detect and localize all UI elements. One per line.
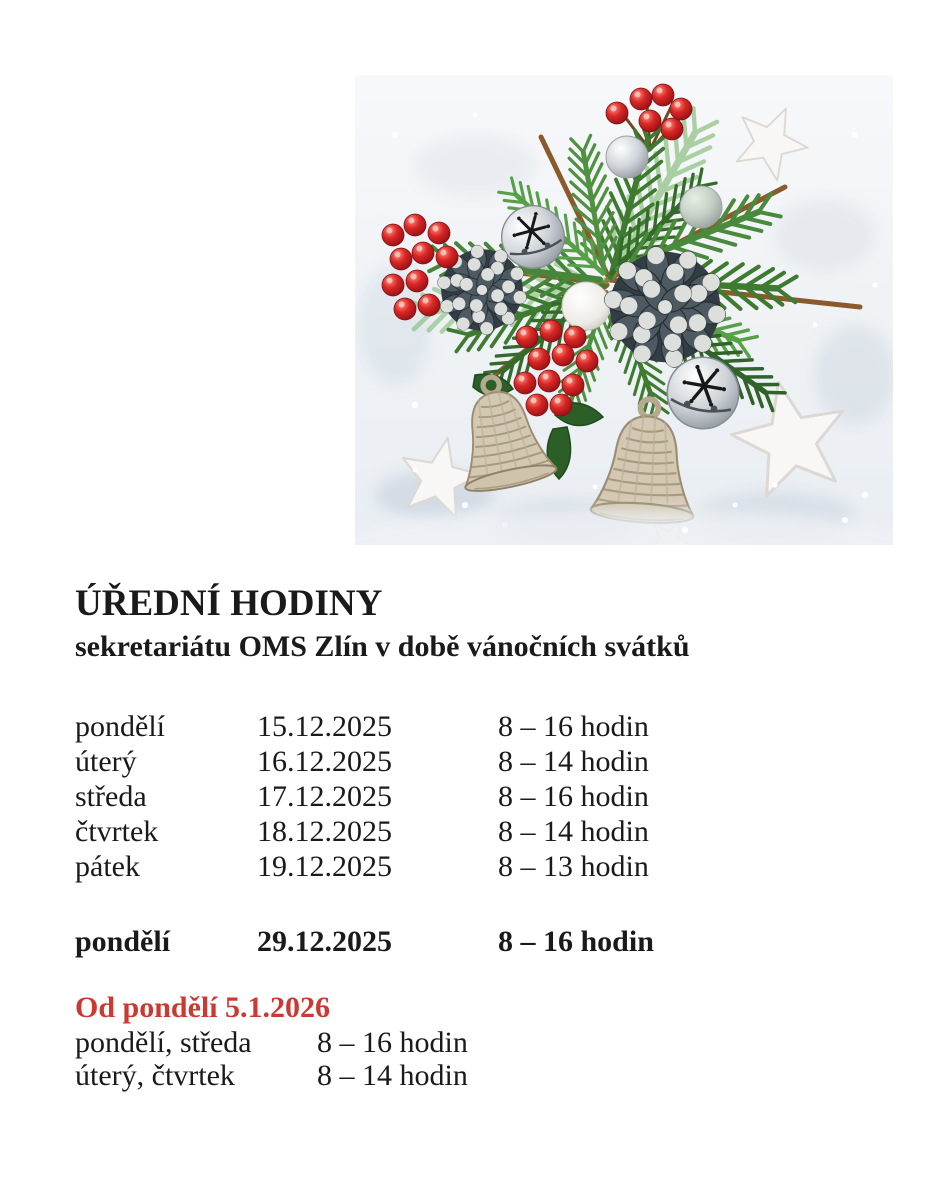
schedule-row-highlight (75, 924, 795, 959)
schedule-date-cell: 16.12.2025 (257, 745, 392, 778)
schedule-day-cell: pondělí (75, 710, 165, 743)
schedule-day-cell: čtvrtek (75, 815, 159, 848)
december-schedule (75, 709, 795, 884)
schedule-date-cell: 17.12.2025 (257, 780, 392, 813)
schedule-row (75, 779, 795, 814)
page-subtitle: sekretariátu OMS Zlín v době vánočních svátků (75, 630, 690, 663)
schedule-row (75, 1059, 695, 1092)
schedule-hours-cell: 8 – 16 hodin (498, 710, 649, 743)
new-year-schedule (75, 1026, 695, 1092)
schedule-hours-cell: 8 – 16 hodin (498, 780, 649, 813)
schedule-date-cell: 19.12.2025 (257, 850, 392, 883)
silver-bauble (606, 136, 648, 178)
schedule-hours-cell: 8 – 14 hodin (317, 1059, 468, 1092)
schedule-day-cell: středa (75, 780, 147, 813)
schedule-day-cell: pondělí (75, 925, 171, 958)
schedule-hours-cell: 8 – 16 hodin (498, 925, 654, 958)
schedule-date-cell: 15.12.2025 (257, 710, 392, 743)
schedule-date-cell: 29.12.2025 (257, 925, 392, 958)
christmas-decoration-image (355, 75, 893, 545)
schedule-date-cell: 18.12.2025 (257, 815, 392, 848)
schedule-row (75, 849, 795, 884)
schedule-hours-cell: 8 – 16 hodin (317, 1026, 468, 1059)
silver-green-bauble (680, 186, 722, 228)
schedule-row (75, 814, 795, 849)
schedule-days-cell: úterý, čtvrtek (75, 1059, 235, 1092)
schedule-hours-cell: 8 – 14 hodin (498, 815, 649, 848)
christmas-illustration (355, 75, 893, 545)
schedule-days-cell: pondělí, středa (75, 1026, 252, 1059)
pearl-bauble (562, 282, 610, 330)
schedule-day-cell: pátek (75, 850, 140, 883)
page-title: ÚŘEDNÍ HODINY (75, 583, 383, 624)
schedule-row (75, 709, 795, 744)
schedule-row (75, 1026, 695, 1059)
new-schedule-heading: Od pondělí 5.1.2026 (75, 991, 331, 1024)
schedule-hours-cell: 8 – 14 hodin (498, 745, 649, 778)
schedule-hours-cell: 8 – 13 hodin (498, 850, 649, 883)
schedule-day-cell: úterý (75, 745, 137, 778)
schedule-row (75, 744, 795, 779)
